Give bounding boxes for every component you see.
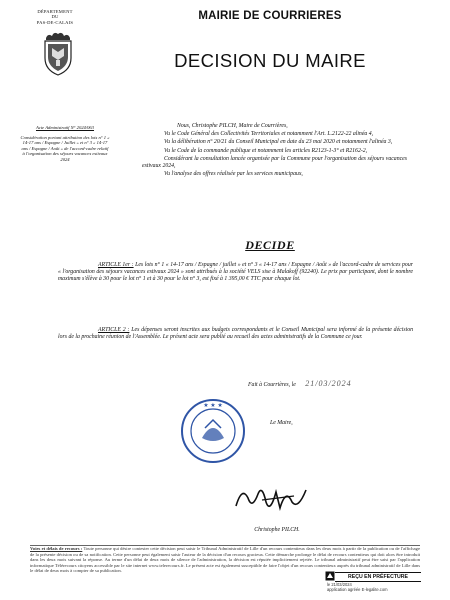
prefecture-line: le 21/03/2024 [327, 582, 352, 587]
svg-text:★ ★ ★: ★ ★ ★ [203, 403, 223, 409]
preamble-line: Vu l'analyse des offres réalisée par les services municipaux, [164, 171, 303, 178]
article-1 [58, 262, 413, 284]
act-reference-panel [20, 125, 110, 167]
preamble-line: Nous, Christophe PILCH, Maire de Courrières, [177, 123, 288, 129]
article-text: Les lots n° 1 « 14-17 ans / Espagne / juillet » et n° 3 « 14-17 ans / Espagne / Août » de l'accord-cadre de services pour « l'organisation des séjours vacances estivaux 2024 » sont attribués à la société VELS sise à Malakoff (92240). Le prix par participant, dont le nombre maximum s'élève à 30 pour le lot n° 1 et à 30 pour le lot n° 3, est fixé à 1 395,00 € TTC pour chaque lot. [58, 262, 413, 283]
preamble-line: Vu le Code de la commande publique et notamment les articles R2123-1-3° et R2162-2, [164, 147, 368, 154]
department-heading [26, 9, 84, 25]
place-and-date [248, 380, 408, 389]
article-label: ARTICLE 2 : [98, 327, 130, 333]
department-line: DÉPARTEMENT [37, 9, 73, 14]
document-title: DECISION DU MAIRE [174, 50, 366, 71]
preamble [142, 123, 407, 179]
town-hall-seal-icon [180, 398, 246, 464]
preamble-line: Considérant la consultation lancée organisée par la Commune pour l'organisation des séjours vacances estivaux 2024, [142, 155, 407, 170]
preamble-line: Vu le Code Général des Collectivités Territoriales et notamment l'Art. L.2122-22 alinéa 4, [164, 131, 374, 138]
prefecture-line: application agréée E-legalite.com [327, 587, 388, 592]
prefecture-label: REÇU EN PRÉFECTURE [335, 572, 421, 582]
article-text: Les dépenses seront inscrites aux budgets correspondants et le Conseil Municipal sera informé de la présente décision lors de la prochaine réunion de l'Assemblée. Le présent acte sera publié au recueil des actes administratifs de la Commune ce jour. [58, 327, 413, 341]
act-reference: Acte Administratif N° 2024/063 [35, 125, 95, 130]
mairie-title: MAIRIE DE COURRIERES [198, 10, 342, 22]
mayor-name: Christophe PILCH. [254, 527, 300, 533]
department-line: DU [51, 14, 59, 20]
decide-heading: DECIDE [245, 238, 295, 252]
prefecture-logo-icon [325, 571, 335, 581]
mayor-label: Le Maire, [270, 420, 293, 426]
mayor-signature-icon [232, 480, 312, 516]
preamble-line: Vu la délibération n° 20/21 du Conseil Municipal en date du 23 mai 2020 et notamment l'alinéa 3, [164, 139, 393, 146]
footer-lead: Voies et délais de recours : [30, 546, 83, 551]
prefecture-stamp [325, 571, 425, 595]
handwritten-date: 21/03/2024 [305, 379, 352, 388]
coat-of-arms-icon [40, 30, 76, 76]
act-subject: Considération portant attribution des lots n° 1 « 14-17 ans / Espagne / Juillet » et n° 3 « 14-17 ans / Espagne / Août » de l'accord-cadre relatif à l'organisation des séjours vacances estivaux 2024 [20, 134, 110, 162]
place-date-label: Fait à Courrières, le [248, 382, 296, 388]
article-label: ARTICLE 1er : [98, 262, 134, 268]
footer-text: Toute personne qui désire contester cette décision peut saisir le Tribunal Administratif de Lille d'un recours contentieux dans les deux mois à partir de la publication ou de l'affichage de la présente décision ou de sa notification. Cette personne peut également saisir l'auteur de la décision d'un recours gracieux. Cette démarche prolonge le délai de recours contentieux qui doit alors être introduit dans les deux mois suivant la réponse. Au terme d'un délai de deux mois de silence de l'administration, la décision est réputée implicitement rejetée. Le tribunal administratif peut être saisi par l'application informatique Télérecours citoyens accessible par le site internet www.telerecours.fr. Le présent acte est également susceptible de faire l'objet d'un recours contentieux auprès du tribunal administratif de Lille dans le délai de deux mois à compter de sa publication. [30, 546, 420, 574]
prefecture-details [327, 582, 425, 592]
article-2 [58, 327, 413, 341]
legal-footer [30, 546, 420, 574]
department-line: PAS-DE-CALAIS [36, 19, 74, 25]
